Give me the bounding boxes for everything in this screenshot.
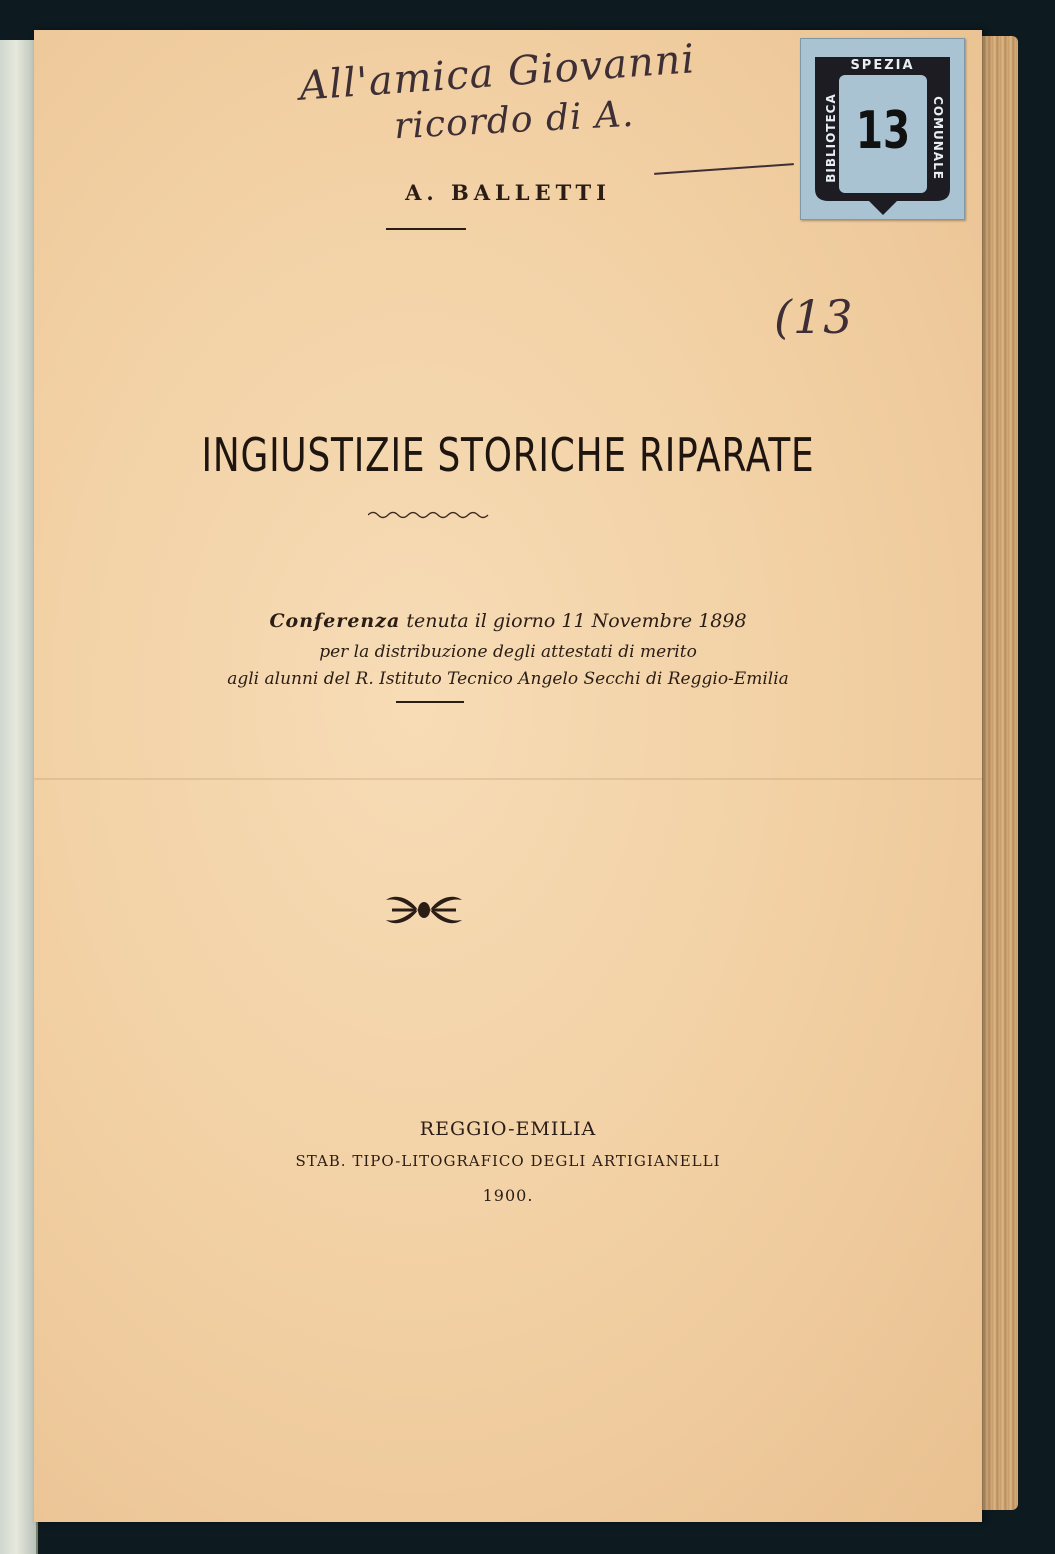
title-wave-rule (368, 510, 490, 520)
left-cover-edge (0, 40, 38, 1554)
author-rule (386, 228, 466, 230)
stamp-top-label: SPEZIA (850, 58, 915, 73)
imprint-printer: STAB. TIPO-LITOGRAFICO DEGLI ARTIGIANELLI (295, 1152, 721, 1170)
book-title: INGIUSTIZIE STORICHE RIPARATE (201, 428, 815, 482)
subtitle-line3: agli alunni del R. Istituto Tecnico Angelo Secchi di Reggio-Emilia (227, 669, 789, 689)
title-page (34, 30, 982, 1522)
page-fold (34, 778, 982, 780)
author: A. BALLETTI (405, 180, 611, 205)
subtitle-rule (396, 701, 464, 703)
subtitle-line1-rest: tenuta il giorno 11 Novembre 1898 (406, 610, 747, 632)
subtitle-lead: Conferenza (269, 610, 401, 632)
stamp-right-label: COMUNALE (931, 96, 945, 180)
library-stamp (800, 38, 965, 220)
handwritten-dedication-line1: All'amica Giovanni (297, 36, 697, 110)
subtitle-line2: per la distribuzione degli attestati di merito (319, 642, 697, 662)
handwritten-underline (654, 163, 794, 175)
stamp-number: 13 (855, 101, 911, 161)
imprint-city: REGGIO-EMILIA (419, 1118, 597, 1140)
handwritten-shelf-mark: (13 (774, 290, 854, 344)
subtitle-line1 (34, 610, 982, 632)
fleuron-ornament-icon (384, 890, 464, 930)
handwritten-dedication-line2: ricordo di A. (393, 93, 636, 148)
stamp-left-label: BIBLIOTECA (824, 93, 838, 183)
imprint-year: 1900. (482, 1186, 534, 1205)
